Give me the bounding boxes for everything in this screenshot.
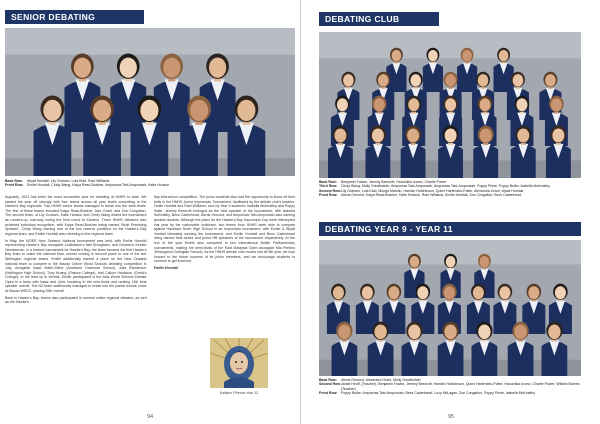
portrait-illustration xyxy=(210,338,268,388)
year9-11-captions xyxy=(319,378,583,395)
caption-names: Wyatt Horsfall, Lily Graham, Lola Kidd, Rani Williams xyxy=(27,179,110,183)
caption-row xyxy=(319,382,583,391)
club-captions xyxy=(319,180,583,197)
club-photo-svg xyxy=(319,32,581,178)
year9-11-group-photo xyxy=(319,240,581,376)
caption-label: Front Row: xyxy=(5,183,24,188)
paragraph: Back in Hawke's Bay, teams also participated in several online regional debates, as well as the Hawke's xyxy=(5,295,147,305)
caption-label: Front Row: xyxy=(319,192,338,197)
caption-label: Back Row: xyxy=(319,378,337,382)
caption-names: Alexis Ormond, Alexandra Grant, Molly Greatholder xyxy=(341,378,421,382)
student-portrait-artwork xyxy=(210,338,268,388)
senior-photo-svg xyxy=(5,28,295,176)
article-author: Emilie Horsfall xyxy=(153,266,179,271)
caption-names: Emilie Horsfall, Cindy Wang, Kaiya Read-Butcher, Ampomaa Tabi-Amponsah, Katie Hodson xyxy=(27,183,170,188)
caption-label: Second Row: xyxy=(319,188,342,193)
caption-label: Back Row: xyxy=(5,179,23,183)
caption-row xyxy=(319,193,583,197)
caption-row xyxy=(5,183,295,187)
debating-year9-11-banner: DEBATING YEAR 9 - YEAR 11 xyxy=(319,222,581,236)
portrait-caption: Kaitlynn Pillerow Year 12 xyxy=(219,391,259,395)
senior-captions xyxy=(5,179,295,188)
caption-row xyxy=(319,391,583,395)
senior-debating-banner: SENIOR DEBATING xyxy=(5,10,144,24)
page-number: 95 xyxy=(447,414,455,420)
page-right xyxy=(300,0,600,424)
caption-label: Back Row: xyxy=(319,180,337,184)
year9-11-photo-svg xyxy=(319,240,581,376)
caption-label: Second Row: xyxy=(319,382,342,387)
paragraph: Bay interschool competition. The junior students also had the opportunity to show off their skills in the HNHS Junior Impromptu Tournament, facilitated by the debate club's leaders: Emilie Horsfall and Rani Williams, won by Year 9 students: Isabella McKeaithy and Poppy Buller. Jeremy Beecroft emerged as the best speaker of the tournament, with Isabella McKeaithy, Becs Cadenhead, Alexis Ormond, and Ampomaa Tabi-Amponsah also earning speaker awards. Although the plans for the Hawke's Bay Impromptu Cup were interrupted that year by the nationwide lockdown, two teams from HNHS were able to compete against Havelock North High School in an impromptu tournament, with Emilie & Wyatt Horsfall ultimately winning the tournament, and Emilie Horsfall and Becs Cadenhead being named best senior and junior HB speakers of the tournament respectively. At the end of the year Emilie also competed in two international British Parliamentary tournaments, making the semi-finals of the East Malaysia Open alongside Mia Perkins (Whanganui Collegiate School). As the HNHS debate club moves into its 5th year, we look forward to the future success of its junior members, and we encourage students to continue to get involved. xyxy=(153,195,295,264)
caption-label: Third Row: xyxy=(319,184,338,189)
page-number: 94 xyxy=(146,414,154,420)
caption-names: Poppy Buller, Ampomaa Tabi-Amponsah, Becs Cadenhead, Lucy McLagan, Zoe Congalton, Poppy Pirnie, Isabella McKeaithy xyxy=(341,390,536,395)
caption-label: Front Row: xyxy=(319,390,338,395)
article-column-1 xyxy=(5,195,147,393)
paragraph: Arguably, 2021 has been the most successful year for debating at HNHS to date. We started the year off strongly with four teams across all year levels competing in the Hawke's Bay regionals. Two HNHS senior teams managed to break into the semi-finals. The first of these teams included Kaiya Read-Butcher, Alex Grant, and Zoe Congalton. The second team, of Lily Graham, Katie Hodson and Cindy Wang ended the tournament as runners-up, narrowly losing the final round to Karamu. Three HNHS debaters also achieved individual recognition, with Kaiya Read-Butcher being named 'Most Promising Speaker', Cindy Wang earning one of the two reserve positions on the Hawke's Bay regional team, and Emilie Horsfall also returning to the regional team. xyxy=(5,195,147,236)
caption-names: Lily Graham, Lola Kidd, Mungo Maruliu, Hamish Hutchinson, Quinn Hartemink-Potter, Alexandra Grant, Wyatt Horsfall xyxy=(341,188,524,193)
debating-club-group-photo xyxy=(319,32,581,178)
paragraph: In May, the NZIER New Zealand National tournament was held, with Emilie Horsfall representing Hawke's Bay alongside Lindisfarne's Neil Brougham, and Karamu's Keelan Heesterman, in a historic tournament for Hawke's Bay, the team became the first Hawke's Bay team to make the national final, overall coming in second place to one of the two Wellington regional teams. Emilie additionally earned a place on the New Zealand national team to compete in the Macau Online World Schools debating competition in July, alongside Isaac Malfo-Shine (Auckland Grammar School), Julia Randerson (Wellington High School), Tony Huang (Onslow College), and Callum Hackston (Christ's College). In the lead up to Worlds, Emilie participated in the Asia World Schools Debate Open in a team with Isaac and Julia, breaking to the octo-finals and ranking 11th best speaker overall. The NZ team additionally managed to break into the partial double octos at Macau WSDC, placing 20th overall. xyxy=(5,238,147,294)
caption-names: Benjamin Fowke, Jeremy Beecroft, Haruchika Izumo, Charlie Power xyxy=(341,180,447,184)
debating-club-banner: DEBATING CLUB xyxy=(319,12,439,26)
caption-names: Jamie Heuff, (Teacher), Benjamin Fowke, Jeremy Beecroft, Hamish Hutchinson, Quinn Hartemink-Potter, Haruchika Izumo, Charlie Power, William Barnes (Teacher) xyxy=(341,382,580,391)
caption-names: Alexis Ormond, Kaiya Read-Butcher, Katie Hodson, Rani Williams, Emilie Horsfall, Zoe Congalton, Becs Cadenhead xyxy=(341,192,522,197)
senior-group-photo xyxy=(5,28,295,176)
caption-names: Cindy Wang, Molly Greatholder, Ampomaa Tabi-Amponsah, Ampomaa Tabi-Amponsah, Poppy Pirnie, Poppy Buller, Isabella McKeaithy xyxy=(341,184,550,189)
